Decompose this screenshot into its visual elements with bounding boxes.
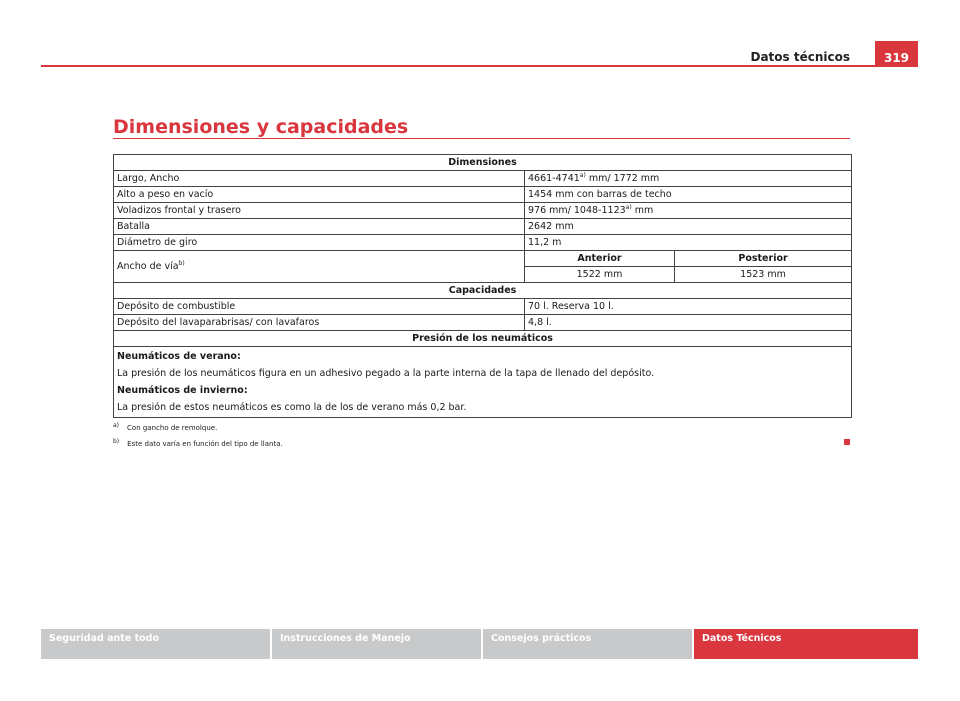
table-row [114, 171, 852, 187]
footnote-b: $^{b)}$ Este dato varía en función del tipo de llanta. [113, 437, 283, 448]
row-label: Alto a peso en vacío [114, 187, 525, 203]
row-label: Voladizos frontal y trasero [114, 203, 525, 219]
section-title: Dimensiones y capacidades [113, 116, 409, 138]
table-row [114, 155, 852, 171]
row-value: 1454 mm con barras de techo [525, 187, 852, 203]
footer-tab-seguridad[interactable]: Seguridad ante todo [41, 629, 270, 659]
row-value: 4661-4741$^{a)}$ mm/ 1772 mm [525, 171, 852, 187]
invierno-label: Neumáticos de invierno: [117, 385, 248, 396]
col-anterior: Anterior [525, 251, 675, 267]
footer-tab-consejos[interactable]: Consejos prácticos [483, 629, 692, 659]
table-row [114, 283, 852, 299]
row-label: Diámetro de giro [114, 235, 525, 251]
table-row [114, 331, 852, 347]
table-row [114, 219, 852, 235]
section-rule [113, 138, 850, 139]
footnote-ref: a) [579, 171, 586, 179]
verano-text: La presión de los neumáticos figura en un adhesivo pegado a la parte interna de la tapa de llenado del depósito. [117, 368, 655, 379]
specs-table [113, 154, 852, 418]
val-anterior: 1522 mm [525, 267, 675, 283]
row-value: 4,8 l. [525, 315, 852, 331]
capacidades-heading: Capacidades [114, 283, 852, 299]
val-posterior: 1523 mm [675, 267, 852, 283]
table-row [114, 315, 852, 331]
footer-tab-instrucciones[interactable]: Instrucciones de Manejo [272, 629, 481, 659]
chapter-title: Datos técnicos [750, 50, 850, 64]
table-row [114, 251, 852, 267]
header-rule [41, 65, 917, 67]
row-value: 11,2 m [525, 235, 852, 251]
presion-heading: Presión de los neumáticos [114, 331, 852, 347]
dimensiones-heading: Dimensiones [114, 155, 852, 171]
row-label: Depósito de combustible [114, 299, 525, 315]
table-row [114, 235, 852, 251]
row-label: Batalla [114, 219, 525, 235]
row-value: 2642 mm [525, 219, 852, 235]
footnote-a: $^{a)}$ Con gancho de remolque. [113, 421, 218, 432]
footnote-ref: a) [625, 203, 632, 211]
footer-tab-datos-tecnicos[interactable]: Datos Técnicos [694, 629, 918, 659]
footer-nav [41, 629, 918, 659]
table-row [114, 187, 852, 203]
col-posterior: Posterior [675, 251, 852, 267]
table-row [114, 347, 852, 418]
verano-label: Neumáticos de verano: [117, 351, 241, 362]
footnote-ref: b) [178, 259, 185, 267]
row-label: Largo, Ancho [114, 171, 525, 187]
row-value: 976 mm/ 1048-1123$^{a)}$ mm [525, 203, 852, 219]
row-label: Ancho de vía$^{b)}$ [114, 251, 525, 283]
row-label: Depósito del lavaparabrisas/ con lavafaros [114, 315, 525, 331]
table-row [114, 203, 852, 219]
presion-content [114, 347, 852, 418]
table-row [114, 299, 852, 315]
invierno-text: La presión de estos neumáticos es como la de los de verano más 0,2 bar. [117, 402, 467, 413]
row-value: 70 l. Reserva 10 l. [525, 299, 852, 315]
end-of-section-mark [844, 439, 850, 445]
page-number: 319 [875, 41, 918, 67]
